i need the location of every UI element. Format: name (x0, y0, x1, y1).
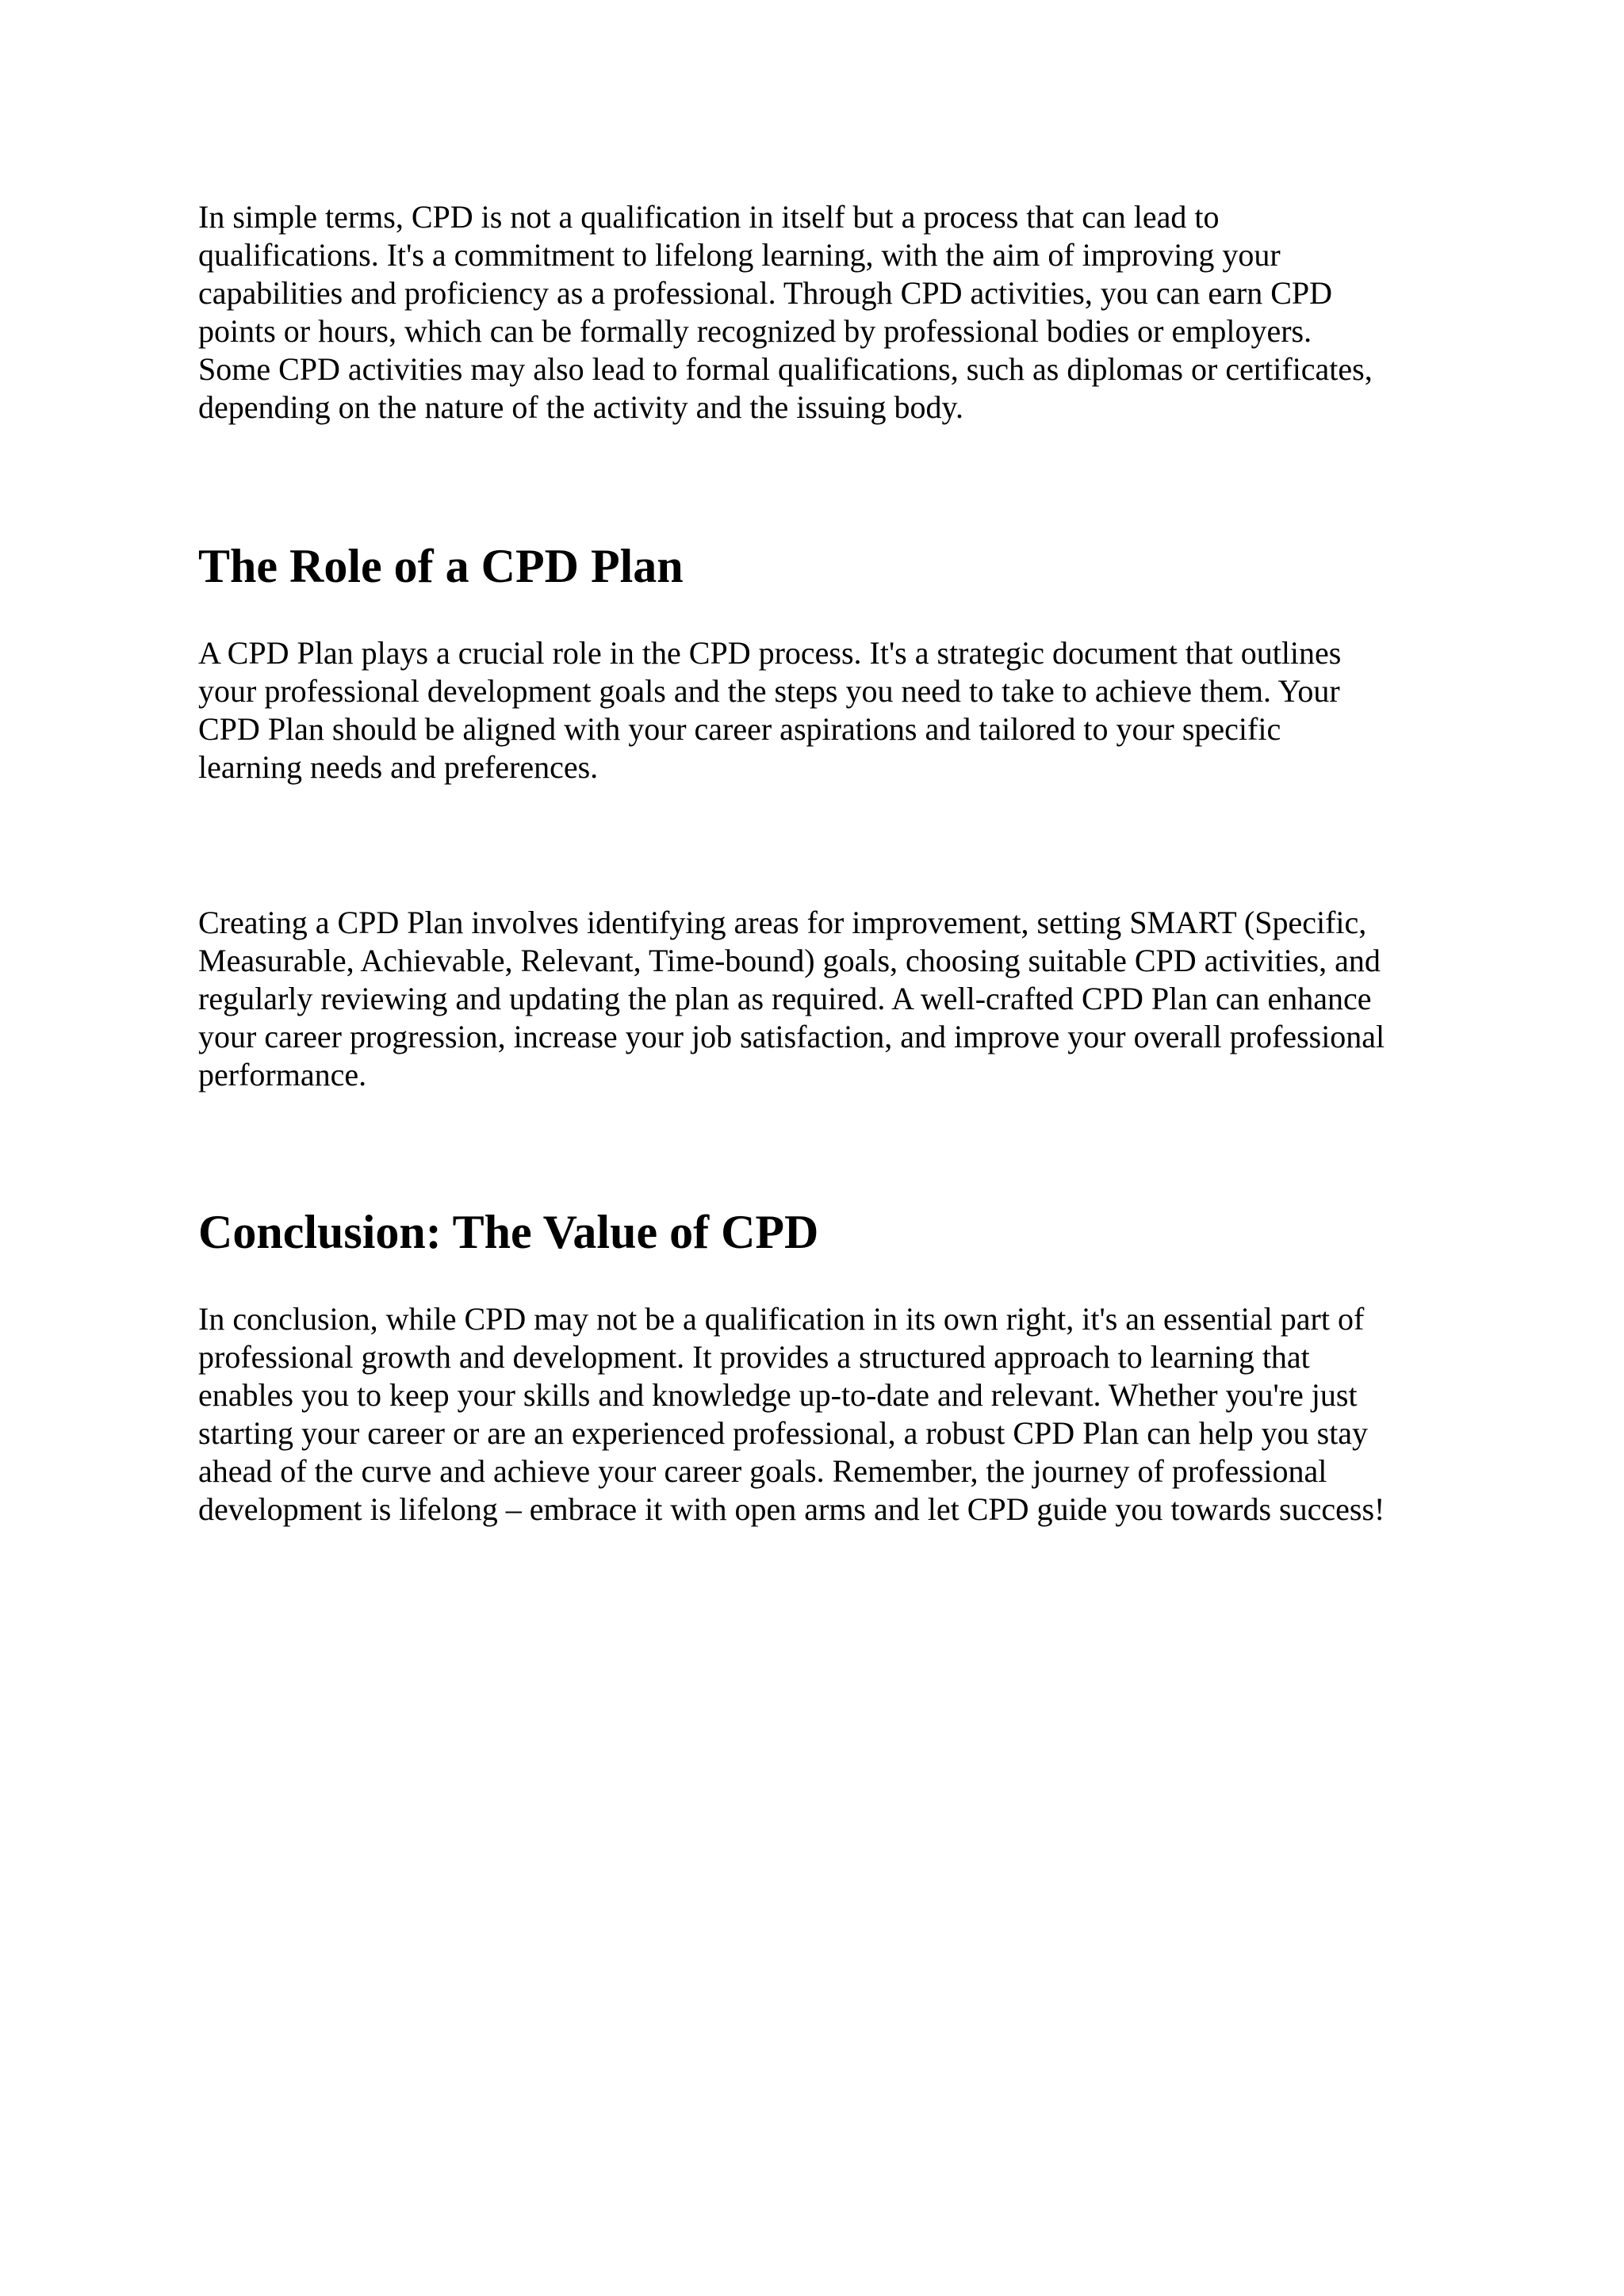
paragraph-line: A CPD Plan plays a crucial role in the CPD process. It's a strategic document that outlines (198, 635, 1342, 671)
role-heading: The Role of a CPD Plan (198, 540, 684, 592)
paragraph-line: Measurable, Achievable, Relevant, Time-bound) goals, choosing suitable CPD activities, and (198, 943, 1381, 978)
paragraph-line: learning needs and preferences. (198, 749, 599, 785)
paragraph-line: regularly reviewing and updating the plan as required. A well-crafted CPD Plan can enhance (198, 981, 1372, 1016)
intro-paragraph (198, 198, 1373, 427)
paragraph-line: In simple terms, CPD is not a qualification in itself but a process that can lead to (198, 199, 1220, 235)
paragraph-line: enables you to keep your skills and knowledge up-to-date and relevant. Whether you're just (198, 1377, 1358, 1413)
paragraph-line: CPD Plan should be aligned with your career aspirations and tailored to your specific (198, 711, 1281, 747)
role-paragraph-2 (198, 904, 1385, 1094)
paragraph-line: performance. (198, 1057, 367, 1093)
paragraph-line: Some CPD activities may also lead to formal qualifications, such as diplomas or certificates, (198, 351, 1373, 387)
paragraph-line: In conclusion, while CPD may not be a qualification in its own right, it's an essential part of (198, 1301, 1365, 1337)
paragraph-line: points or hours, which can be formally recognized by professional bodies or employers. (198, 313, 1312, 349)
conclusion-heading: Conclusion: The Value of CPD (198, 1206, 819, 1258)
paragraph-line: ahead of the curve and achieve your career goals. Remember, the journey of professional (198, 1453, 1327, 1489)
paragraph-line: Creating a CPD Plan involves identifying areas for improvement, setting SMART (Specific, (198, 905, 1367, 940)
role-paragraph-1 (198, 634, 1341, 786)
paragraph-line: qualifications. It's a commitment to lifelong learning, with the aim of improving your (198, 237, 1281, 273)
paragraph-line: development is lifelong – embrace it with open arms and let CPD guide you towards success! (198, 1491, 1385, 1527)
conclusion-paragraph (198, 1300, 1385, 1529)
paragraph-line: starting your career or are an experienced professional, a robust CPD Plan can help you stay (198, 1415, 1369, 1451)
paragraph-line: your career progression, increase your job satisfaction, and improve your overall professional (198, 1019, 1385, 1054)
paragraph-line: professional growth and development. It provides a structured approach to learning that (198, 1339, 1310, 1375)
paragraph-line: your professional development goals and the steps you need to take to achieve them. Your (198, 673, 1340, 709)
paragraph-line: capabilities and proficiency as a professional. Through CPD activities, you can earn CPD (198, 275, 1332, 311)
paragraph-line: depending on the nature of the activity and the issuing body. (198, 389, 963, 425)
